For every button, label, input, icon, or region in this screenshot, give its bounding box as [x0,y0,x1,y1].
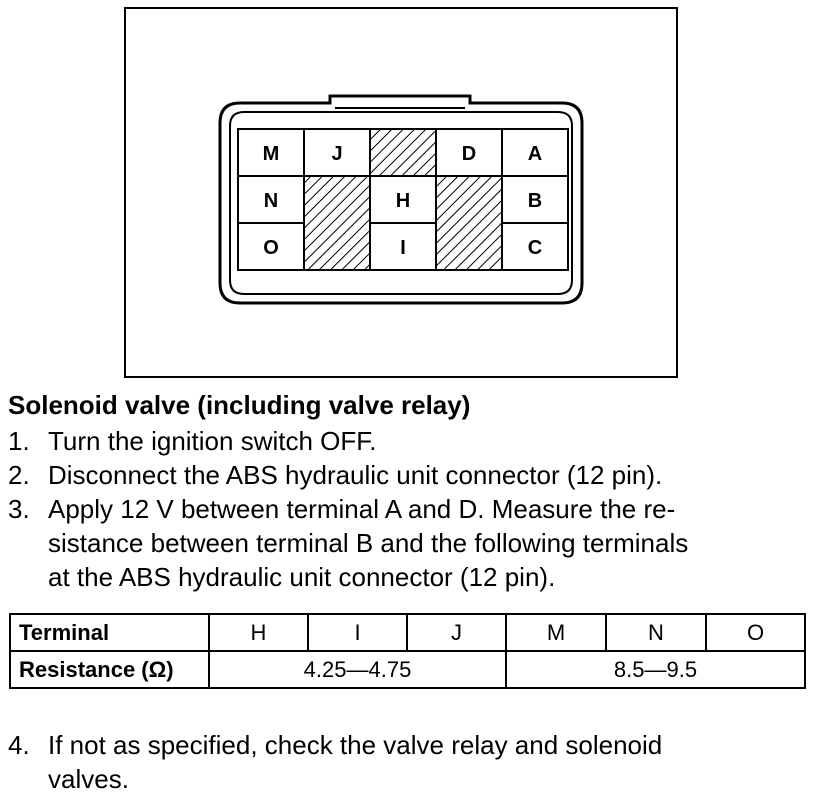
pin-label-H: H [395,190,411,212]
pin-label-B: B [527,190,543,212]
step-number: 4. [8,730,30,760]
resistance-header: Resistance (Ω) [10,651,209,688]
pin-cell-hatched-1 [370,129,436,176]
step-text: If not as specified, check the valve relay and solenoid [48,730,663,760]
step-number: 3. [8,494,30,524]
pin-label-J: J [331,143,343,165]
step-1 [8,424,377,458]
terminal-cell: J [407,614,506,651]
pin-label-O: O [263,237,279,259]
step-text: Apply 12 V between terminal A and D. Measure the re- [48,494,676,524]
step-4-line-2: valves. [48,764,129,794]
terminal-cell: N [606,614,706,651]
terminal-cell: I [308,614,407,651]
step-text: Turn the ignition switch OFF. [48,426,377,456]
pin-label-C: C [527,237,543,259]
step-3 [8,492,675,526]
resistance-value-hij: 4.25—4.75 [209,651,506,688]
table-row-terminal [10,614,805,651]
step-number: 1. [8,426,30,456]
step-4 [8,728,662,762]
pin-label-M: M [262,143,280,165]
step-3-line-3: at the ABS hydraulic unit connector (12 pin). [48,562,556,592]
terminal-cell: H [209,614,308,651]
resistance-table [9,613,806,689]
step-3-line-2: sistance between terminal B and the following terminals [48,528,689,558]
terminal-cell: M [506,614,606,651]
step-2 [8,458,662,492]
step-text: Disconnect the ABS hydraulic unit connector (12 pin). [48,460,663,490]
section-title: Solenoid valve (including valve relay) [8,390,471,420]
table-row-resistance [10,651,805,688]
pin-label-N: N [263,190,279,212]
pin-label-D: D [461,143,477,165]
pin-cell-hatched-2 [304,176,370,270]
pin-cell-hatched-3 [436,176,502,270]
terminal-header: Terminal [10,614,209,651]
terminal-cell: O [706,614,805,651]
pin-label-A: A [527,143,543,165]
connector-drawing [0,0,832,390]
pin-label-I: I [400,237,406,259]
resistance-value-mno: 8.5—9.5 [506,651,805,688]
step-number: 2. [8,460,30,490]
